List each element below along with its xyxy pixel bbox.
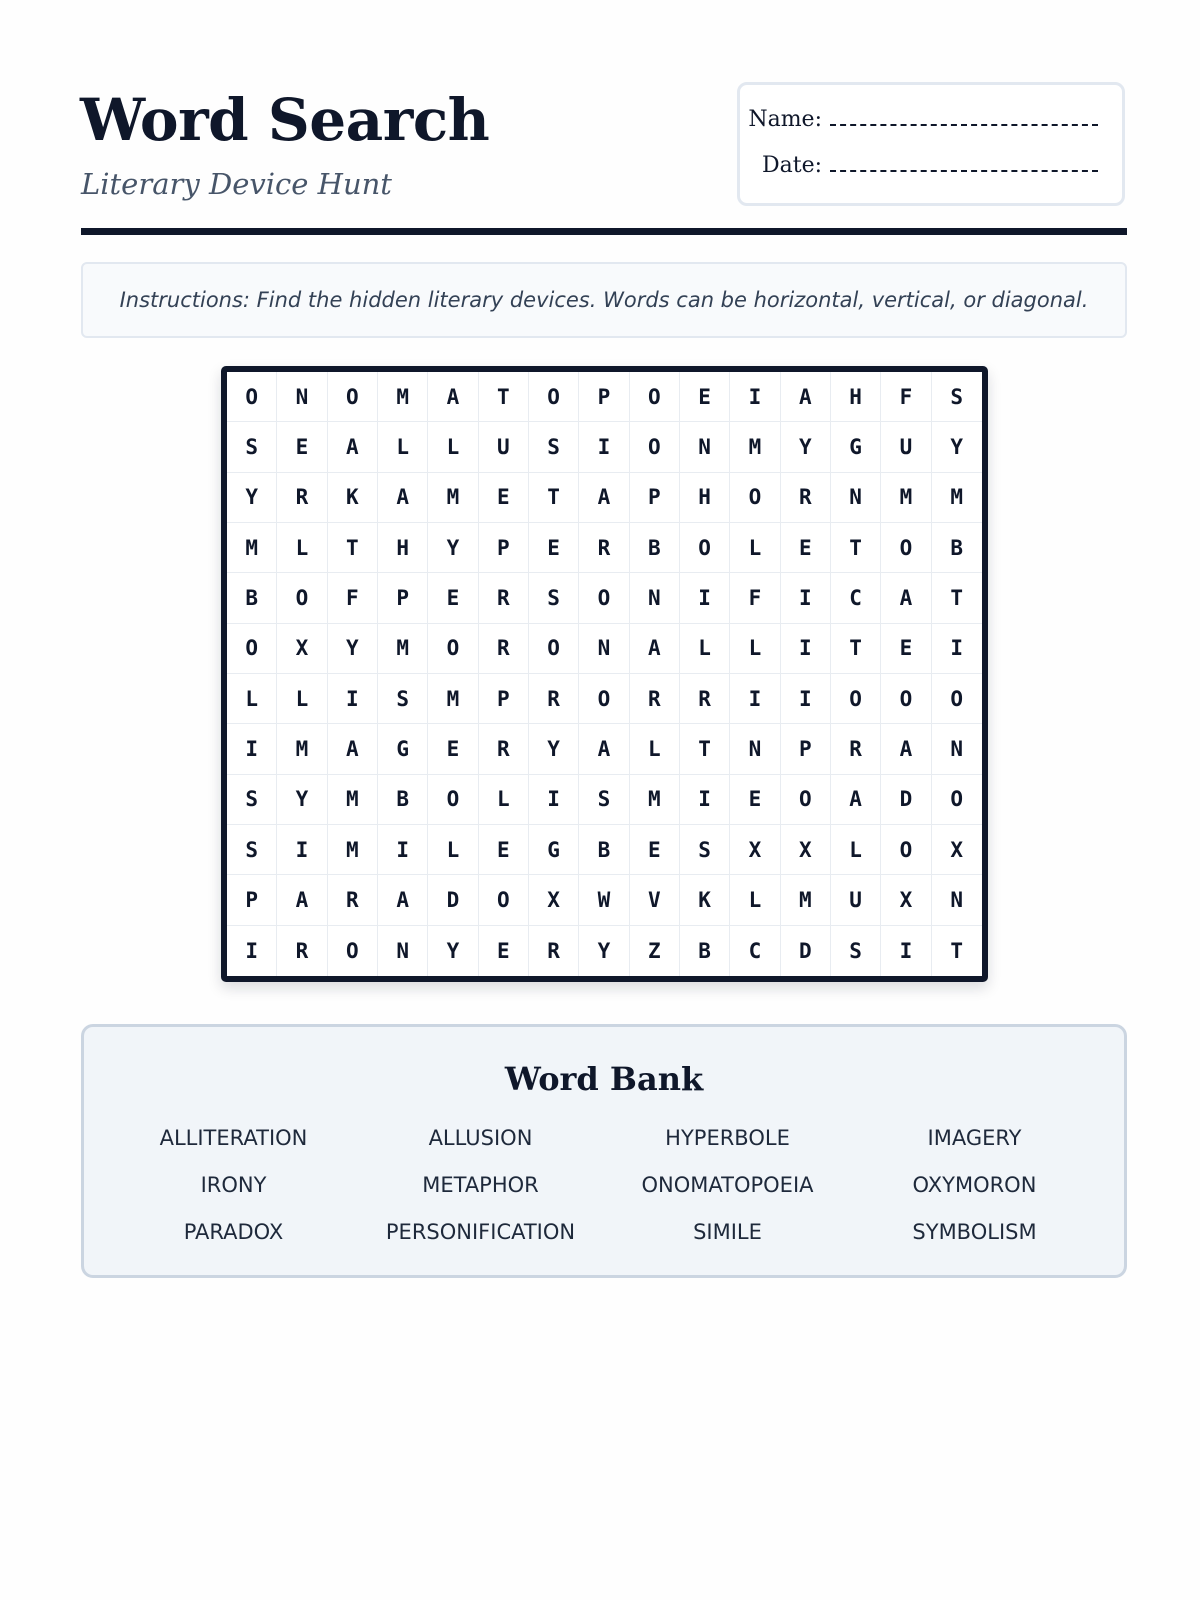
grid-cell[interactable]: I [328, 674, 378, 724]
grid-cell[interactable]: T [932, 573, 982, 623]
grid-cell[interactable]: P [479, 674, 529, 724]
grid-cell[interactable]: X [932, 825, 982, 875]
grid-cell[interactable]: Y [781, 422, 831, 472]
grid-cell[interactable]: Y [328, 624, 378, 674]
grid-cell[interactable]: V [630, 875, 680, 925]
grid-cell[interactable]: T [831, 523, 881, 573]
name-label: Name: [748, 107, 822, 132]
grid-cell[interactable]: H [680, 473, 730, 523]
grid-cell[interactable]: C [730, 926, 780, 976]
grid-cell[interactable]: G [529, 825, 579, 875]
grid-cell[interactable]: R [831, 724, 881, 774]
grid-cell[interactable]: A [579, 724, 629, 774]
grid-cell[interactable]: O [932, 775, 982, 825]
grid-cell[interactable]: E [630, 825, 680, 875]
grid-cell[interactable]: O [227, 372, 277, 422]
grid-cell[interactable]: M [428, 674, 478, 724]
grid-cell[interactable]: M [227, 523, 277, 573]
name-blank-line[interactable] [830, 108, 1098, 126]
grid-cell[interactable]: S [227, 422, 277, 472]
grid-cell[interactable]: X [881, 875, 931, 925]
grid-cell[interactable]: I [781, 674, 831, 724]
grid-cell[interactable]: Y [932, 422, 982, 472]
grid-cell[interactable]: B [680, 926, 730, 976]
grid-cell[interactable]: O [479, 875, 529, 925]
word-bank-item: PERSONIFICATION [385, 1220, 576, 1244]
grid-cell[interactable]: I [932, 624, 982, 674]
grid-cell[interactable]: P [630, 473, 680, 523]
grid-cell[interactable]: E [529, 523, 579, 573]
grid-cell[interactable]: F [730, 573, 780, 623]
grid-cell[interactable]: X [277, 624, 327, 674]
grid-cell[interactable]: S [932, 372, 982, 422]
grid-cell[interactable]: R [579, 523, 629, 573]
grid-cell[interactable]: L [428, 422, 478, 472]
word-bank-item: ALLITERATION [159, 1126, 308, 1150]
grid-cell[interactable]: Y [579, 926, 629, 976]
grid-cell[interactable]: L [277, 523, 327, 573]
date-label: Date: [761, 153, 822, 178]
grid-cell[interactable]: N [579, 624, 629, 674]
grid-cell[interactable]: I [680, 573, 730, 623]
grid-cell[interactable]: L [730, 875, 780, 925]
grid-cell[interactable]: R [277, 473, 327, 523]
grid-cell[interactable]: B [227, 573, 277, 623]
grid-cell[interactable]: P [579, 372, 629, 422]
grid-cell[interactable]: A [831, 775, 881, 825]
grid-cell[interactable]: N [630, 573, 680, 623]
grid-cell[interactable]: C [831, 573, 881, 623]
grid-cell[interactable]: N [277, 372, 327, 422]
grid-cell[interactable]: I [730, 674, 780, 724]
grid-cell[interactable]: E [479, 473, 529, 523]
grid-cell[interactable]: E [428, 573, 478, 623]
grid-cell[interactable]: R [479, 624, 529, 674]
grid-cell[interactable]: K [680, 875, 730, 925]
grid-cell[interactable]: S [529, 573, 579, 623]
grid-cell[interactable]: P [479, 523, 529, 573]
grid-cell[interactable]: L [277, 674, 327, 724]
grid-cell[interactable]: X [730, 825, 780, 875]
grid-cell[interactable]: T [529, 473, 579, 523]
grid-cell[interactable]: R [680, 674, 730, 724]
grid-cell[interactable]: O [227, 624, 277, 674]
grid-cell[interactable]: U [479, 422, 529, 472]
grid-cell[interactable]: O [932, 674, 982, 724]
grid-cell[interactable]: I [378, 825, 428, 875]
word-bank-item: PARADOX [183, 1220, 284, 1244]
grid-cell[interactable]: Y [428, 926, 478, 976]
grid-cell[interactable]: Z [630, 926, 680, 976]
grid-cell[interactable]: E [680, 372, 730, 422]
grid-cell[interactable]: S [680, 825, 730, 875]
grid-cell[interactable]: I [781, 624, 831, 674]
grid-cell[interactable]: E [479, 825, 529, 875]
grid-cell[interactable]: A [328, 422, 378, 472]
grid-cell[interactable]: W [579, 875, 629, 925]
grid-cell[interactable]: A [378, 473, 428, 523]
grid-cell[interactable]: M [378, 624, 428, 674]
grid-cell[interactable]: S [227, 825, 277, 875]
instructions-text: Instructions: Find the hidden literary devices. Words can be horizontal, vertical, or diagonal. [119, 288, 1089, 312]
grid-cell[interactable]: T [950, 938, 964, 963]
word-bank-item: SIMILE [693, 1220, 762, 1244]
date-field[interactable] [762, 153, 1098, 178]
word-bank-item: IRONY [200, 1173, 267, 1197]
grid-cell[interactable]: S [529, 422, 579, 472]
grid-cell[interactable]: I [277, 825, 327, 875]
grid-cell[interactable]: O [831, 674, 881, 724]
grid-cell[interactable]: O [529, 372, 579, 422]
grid-cell[interactable]: R [328, 875, 378, 925]
grid-cell[interactable]: A [328, 724, 378, 774]
grid-cell[interactable]: Y [227, 473, 277, 523]
grid-cell[interactable]: N [932, 875, 982, 925]
page-title: Word Search [80, 86, 490, 154]
grid-cell[interactable]: I [529, 775, 579, 825]
grid-cell[interactable]: M [378, 372, 428, 422]
grid-cell[interactable]: O [428, 775, 478, 825]
grid-cell[interactable]: I [227, 724, 277, 774]
grid-cell[interactable]: G [831, 422, 881, 472]
grid-cell[interactable]: B [378, 775, 428, 825]
grid-cell[interactable]: N [831, 473, 881, 523]
grid-cell[interactable]: L [730, 624, 780, 674]
grid-cell[interactable]: Y [529, 724, 579, 774]
grid-cell[interactable]: E [479, 926, 529, 976]
grid-cell[interactable]: L [680, 624, 730, 674]
grid-cell[interactable]: S [378, 674, 428, 724]
grid-cell[interactable]: M [881, 473, 931, 523]
grid-cell[interactable]: P [227, 875, 277, 925]
grid-cell[interactable]: G [378, 724, 428, 774]
grid-cell[interactable]: R [479, 573, 529, 623]
grid-cell[interactable]: F [328, 573, 378, 623]
grid-cell[interactable]: O [277, 573, 327, 623]
grid-cell[interactable]: L [730, 523, 780, 573]
grid-cell[interactable]: S [831, 926, 881, 976]
grid-cell[interactable]: O [630, 422, 680, 472]
grid-cell[interactable]: O [579, 674, 629, 724]
grid-cell[interactable]: S [227, 775, 277, 825]
grid-cell[interactable]: R [630, 674, 680, 724]
grid-cell[interactable]: A [781, 372, 831, 422]
grid-cell[interactable]: I [881, 926, 931, 976]
grid-cell[interactable]: O [428, 624, 478, 674]
grid-cell[interactable]: M [932, 473, 982, 523]
word-search-grid [221, 366, 988, 982]
grid-cell[interactable]: A [881, 573, 931, 623]
instructions-box [81, 262, 1127, 338]
grid-cell[interactable]: B [932, 523, 982, 573]
grid-cell[interactable]: O [881, 825, 931, 875]
grid-cell[interactable]: O [529, 624, 579, 674]
date-blank-line[interactable] [830, 154, 1098, 172]
grid-cell[interactable]: L [479, 775, 529, 825]
grid-cell[interactable]: Y [277, 775, 327, 825]
grid-cell[interactable]: H [378, 523, 428, 573]
grid-cell[interactable]: A [630, 624, 680, 674]
grid-cell[interactable]: O [328, 372, 378, 422]
grid-cell[interactable]: T [328, 523, 378, 573]
grid-cell[interactable]: B [630, 523, 680, 573]
grid-cell[interactable]: E [730, 775, 780, 825]
grid-cell[interactable]: I [680, 775, 730, 825]
grid-cell[interactable]: M [277, 724, 327, 774]
grid-cell[interactable]: A [378, 875, 428, 925]
grid-cell[interactable]: N [378, 926, 428, 976]
grid-cell[interactable]: M [781, 875, 831, 925]
grid-cell[interactable]: R [781, 473, 831, 523]
grid-cell[interactable]: A [881, 724, 931, 774]
grid-cell[interactable]: I [730, 372, 780, 422]
grid-cell[interactable]: E [277, 422, 327, 472]
word-bank-item: HYPERBOLE [665, 1126, 790, 1150]
grid-cell[interactable]: U [881, 422, 931, 472]
grid-cell[interactable]: O [328, 926, 378, 976]
grid-cell[interactable]: D [781, 926, 831, 976]
grid-cell[interactable]: K [328, 473, 378, 523]
grid-cell[interactable]: H [831, 372, 881, 422]
grid-cell[interactable]: O [781, 775, 831, 825]
grid-cell[interactable]: O [730, 473, 780, 523]
letter-grid [227, 372, 982, 976]
grid-cell[interactable]: N [730, 724, 780, 774]
word-bank-item: IMAGERY [927, 1126, 1022, 1150]
grid-cell[interactable]: L [227, 674, 277, 724]
grid-cell[interactable]: M [328, 825, 378, 875]
grid-cell[interactable]: O [630, 372, 680, 422]
grid-cell[interactable]: M [328, 775, 378, 825]
grid-cell[interactable]: E [428, 724, 478, 774]
grid-cell[interactable]: T [479, 372, 529, 422]
grid-cell[interactable]: X [529, 875, 579, 925]
word-bank-item: SYMBOLISM [912, 1220, 1037, 1244]
word-bank-item: ONOMATOPOEIA [641, 1173, 814, 1197]
grid-cell[interactable]: E [881, 624, 931, 674]
grid-cell[interactable]: A [428, 372, 478, 422]
grid-cell[interactable]: L [630, 724, 680, 774]
grid-cell[interactable]: I [579, 422, 629, 472]
grid-cell[interactable]: N [680, 422, 730, 472]
grid-cell[interactable]: A [579, 473, 629, 523]
grid-cell[interactable]: I [781, 573, 831, 623]
header-divider [81, 228, 1127, 235]
word-bank-list [110, 1123, 1098, 1264]
grid-cell[interactable]: N [932, 724, 982, 774]
grid-cell[interactable]: E [781, 523, 831, 573]
grid-cell[interactable]: P [378, 573, 428, 623]
grid-cell[interactable]: T [680, 724, 730, 774]
grid-cell[interactable]: M [630, 775, 680, 825]
word-bank-item: METAPHOR [422, 1173, 539, 1197]
grid-cell[interactable]: U [831, 875, 881, 925]
grid-cell[interactable]: M [428, 473, 478, 523]
grid-cell[interactable]: B [579, 825, 629, 875]
grid-cell[interactable]: R [529, 926, 579, 976]
grid-cell[interactable]: L [831, 825, 881, 875]
word-bank-item: ALLUSION [428, 1126, 533, 1150]
page-subtitle: Literary Device Hunt [81, 167, 392, 201]
grid-cell[interactable]: F [881, 372, 931, 422]
grid-cell[interactable]: R [277, 926, 327, 976]
grid-cell[interactable]: O [881, 674, 931, 724]
grid-cell[interactable]: R [479, 724, 529, 774]
word-bank [81, 1024, 1127, 1278]
grid-cell[interactable]: O [579, 573, 629, 623]
grid-cell[interactable]: T [831, 624, 881, 674]
grid-cell[interactable]: D [881, 775, 931, 825]
grid-cell[interactable]: S [579, 775, 629, 825]
grid-cell[interactable]: R [529, 674, 579, 724]
grid-cell[interactable]: M [730, 422, 780, 472]
grid-cell[interactable]: X [781, 825, 831, 875]
grid-cell[interactable]: O [680, 523, 730, 573]
grid-cell[interactable]: I [227, 926, 277, 976]
grid-cell[interactable]: P [781, 724, 831, 774]
word-bank-item: OXYMORON [912, 1173, 1037, 1197]
word-bank-title: Word Bank [504, 1060, 704, 1098]
grid-cell[interactable]: Y [428, 523, 478, 573]
grid-cell[interactable]: A [277, 875, 327, 925]
grid-cell[interactable]: L [428, 825, 478, 875]
grid-cell[interactable]: L [378, 422, 428, 472]
grid-cell[interactable]: O [881, 523, 931, 573]
name-field[interactable] [748, 107, 1098, 132]
student-info-box [737, 82, 1125, 206]
grid-cell[interactable]: D [428, 875, 478, 925]
